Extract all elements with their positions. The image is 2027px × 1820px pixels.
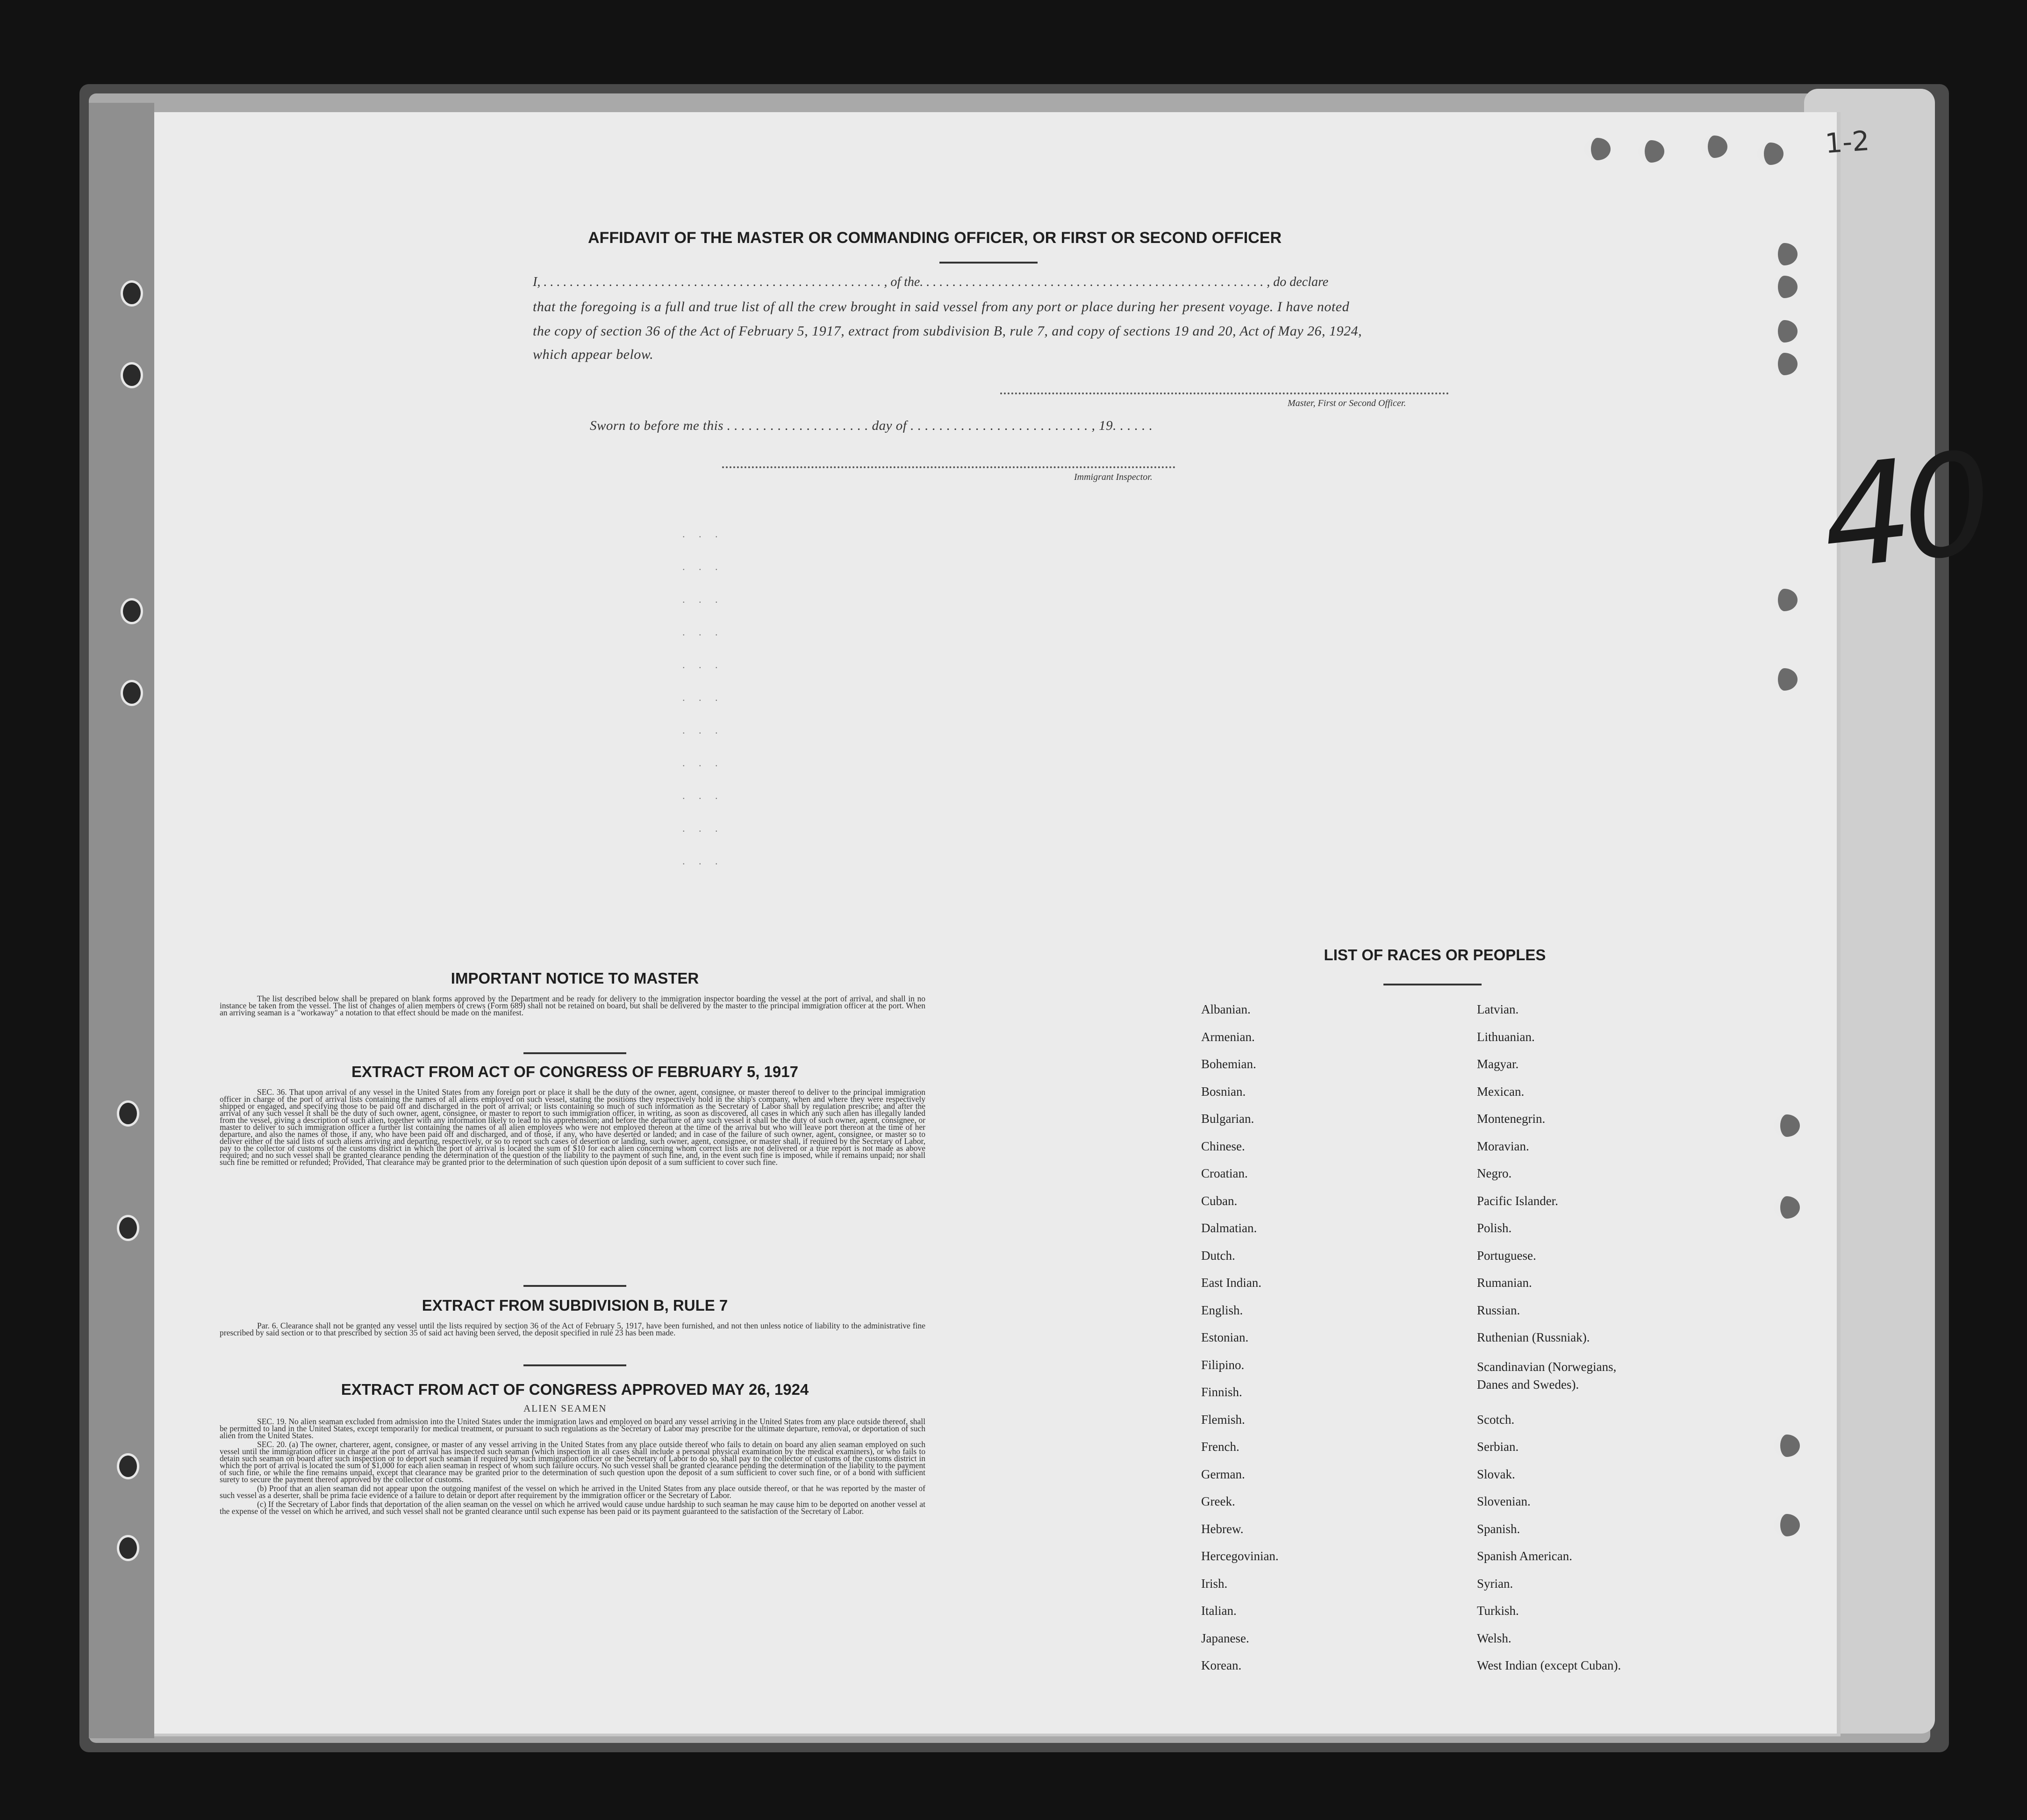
race-item-left: Albanian. (1201, 1002, 1251, 1016)
section-divider (523, 1285, 626, 1287)
faint-dots: . . . (682, 757, 723, 769)
affidavit-line-1: I, . . . . . . . . . . . . . . . . . . . . . . . . . . . . . . . . . . . . . . . . . . . . . . . . . . . . , of the. . . . . . . . . . . . . . . . . . . . . . . . . . . . . . . . . . . . . . . . . . . . . . . . . . . . . , do declare (533, 275, 1329, 289)
races-title: LIST OF RACES OR PEOPLES (1324, 946, 1546, 964)
race-item-left: Dalmatian. (1201, 1221, 1257, 1235)
race-item-right: Welsh. (1477, 1631, 1511, 1645)
race-item-right: West Indian (except Cuban). (1477, 1658, 1621, 1672)
handwritten-reference: 1-2 (1824, 124, 1870, 160)
faint-dots: . . . (682, 593, 723, 605)
punch-hole-icon (1701, 136, 1727, 158)
affidavit-line-3: the copy of section 36 of the Act of February 5, 1917, extract from subdivision B, rule 7, and copy of sections 19 and 20, Act of May 26, 1924, (533, 323, 1362, 339)
faint-dots: . . . (682, 528, 723, 540)
title-divider (939, 262, 1038, 264)
extract-rule7-text: Par. 6. Clearance shall not be granted any vessel until the lists required by section 36 of the Act of February 5, 1917, have been furnished, and not then unless notice of liability to the administrative fine prescribed by said section or to that prescribed by section 35 of said act having been served, the deposit specified in rule 23 has been made. (220, 1321, 925, 1337)
punch-hole-icon (1771, 276, 1798, 298)
punch-hole-icon (1771, 243, 1798, 265)
binder-hole-icon (121, 598, 143, 624)
extract-1924-subtitle: ALIEN SEAMEN (523, 1403, 607, 1414)
punch-hole-icon (1771, 353, 1798, 375)
race-item-left: Chinese. (1201, 1139, 1245, 1153)
race-item-right: Serbian. (1477, 1440, 1519, 1454)
faint-dots: . . . (682, 659, 723, 671)
binder-hole-icon (121, 280, 143, 307)
binder-hole-icon (121, 362, 143, 388)
extract-1924-paragraph: SEC. 20. (a) The owner, charterer, agent, consignee, or master of any vessel arriving in the United States from any place outside thereof who fails to detain on board any alien seaman employed on such vessel until the immigration officer in charge at the port of arrival has inspected such seaman (which inspection in all cases shall include a personal physical examination by the medical examiners), or who fails to detain such seaman on board after such inspection or to deport such seaman if required by such immigration officer or the Secretary of Labor to do so, shall pay to the collector of customs of the customs district in which the port of arrival is located the sum of $1,000 for each alien seaman in respect of whom such failure occurs. No such vessel shall be granted clearance pending the determination of the liability to the payment of such fine, or while the fine remains unpaid, except that clearance may be granted prior to the determination of such question upon the deposit of a sum sufficient to cover such fine, or of a bond with sufficient surety to secure the payment thereof approved by the collector of customs. (220, 1440, 925, 1484)
section-divider (523, 1052, 626, 1054)
faint-dots: . . . (682, 561, 723, 572)
faint-dots: . . . (682, 692, 723, 703)
race-item-right: Slovenian. (1477, 1494, 1531, 1508)
affidavit-line-2: that the foregoing is a full and true list of all the crew brought in said vessel from any port or place during her present voyage. I have noted (533, 299, 1350, 314)
race-item-left: German. (1201, 1467, 1245, 1481)
race-item-right: Spanish. (1477, 1521, 1520, 1536)
extract-1924-text (220, 1418, 925, 1517)
punch-hole-icon (1584, 138, 1611, 160)
race-item-left: Bulgarian. (1201, 1112, 1254, 1126)
race-item-right: Moravian. (1477, 1139, 1529, 1153)
section-divider (523, 1364, 626, 1366)
extract-1924-paragraph: SEC. 19. No alien seaman excluded from admission into the United States under the immigration laws and employed on board any vessel arriving in the United States from any place outside thereof, shall be permitted to land in the United States, except temporarily for medical treatment, or pursuant to such regulations as the Secretary of Labor may prescribe for the ultimate departure, removal, or deportation of such alien from the United States. (220, 1417, 925, 1440)
race-item-left: Irish. (1201, 1576, 1228, 1591)
race-item-right: Turkish. (1477, 1604, 1519, 1618)
faint-dots: . . . (682, 626, 723, 638)
master-signature-line[interactable] (1000, 393, 1449, 394)
race-item-left: Filipino. (1201, 1357, 1245, 1372)
race-item-left: Flemish. (1201, 1412, 1245, 1427)
race-item-left: Estonian. (1201, 1330, 1249, 1344)
extract-1917-text: SEC. 36. That upon arrival of any vessel in the United States from any foreign port or place it shall be the duty of the owner, agent, consignee, or master thereof to deliver to the principal immigration officer in charge of the port of arrival lists containing the names of all aliens employed on such vessel, stating the positions they respectively hold in the ship's company, when and where they were respectively shipped or engaged, and specifying those to be paid off and discharged in the port of arrival; or lists containing so much of such information as the Secretary of Labor shall by regulation prescribe; and after the arrival of any such vessel it shall be the duty of such owner, agent, consignee, or master to report to such immigration officer, in writing, as soon as discovered, all cases in which any such alien has illegally landed from the vessel, giving a description of such alien, together with any information likely to lead to his apprehension; and before the departure of any such vessel it shall be the duty of such owner, agent, consignee, or master to deliver to such immigration officer a further list containing the names of all alien employees who were not employed thereon at the time of the arrival but who will leave port thereon at the time of her departure, and also the names of those, if any, who have been paid off and discharged, and of those, if any, who have deserted or landed; and in case of the failure of such owner, agent, consignee, or master so to deliver either of the said lists of such aliens arriving and departing, respectively, or so to report such cases of desertion or landing, such owner, agent, consignee, or master shall, if required by the Secretary of Labor, pay to the collector of customs of the customs district in which the port of arrival is located the sum of $10 for each alien concerning whom correct lists are not delivered or a true report is not made as above required; and no such vessel shall be granted clearance pending the determination of the question of the liability to the payment of such fine, and, in the event such fine is imposed, while it remains unpaid; nor shall such fine be remitted or refunded; Provided, That clearance may be granted prior to the determination of such question upon deposit of a sum sufficient to cover such fine. (220, 1087, 925, 1167)
punch-hole-icon (1757, 143, 1783, 165)
binder-hole-icon (121, 680, 143, 706)
race-item-right: Polish. (1477, 1221, 1512, 1235)
race-item-right: Ruthenian (Russniak). (1477, 1330, 1590, 1344)
race-item-right: Syrian. (1477, 1576, 1513, 1591)
race-item-right: Slovak. (1477, 1467, 1515, 1481)
punch-hole-icon (1774, 1114, 1800, 1137)
master-caption: Master, First or Second Officer. (1288, 398, 1406, 408)
notice-title: IMPORTANT NOTICE TO MASTER (451, 970, 699, 987)
extract-1917-title: EXTRACT FROM ACT OF CONGRESS OF FEBRUARY 5, 1917 (351, 1063, 798, 1080)
inspector-caption: Immigrant Inspector. (1074, 472, 1153, 482)
race-item-left: Italian. (1201, 1604, 1237, 1618)
faint-dots: . . . (682, 855, 723, 867)
punch-hole-icon (1774, 1196, 1800, 1219)
race-item-right: Spanish American. (1477, 1549, 1572, 1563)
binder-hole-icon (117, 1215, 139, 1241)
race-item-left: Dutch. (1201, 1248, 1235, 1263)
race-item-left: Armenian. (1201, 1029, 1255, 1044)
faint-dots: . . . (682, 822, 723, 834)
inspector-signature-line[interactable] (722, 466, 1175, 468)
punch-hole-icon (1771, 668, 1798, 691)
race-item-left: Hebrew. (1201, 1521, 1244, 1536)
extract-rule7-title: EXTRACT FROM SUBDIVISION B, RULE 7 (422, 1297, 728, 1314)
race-item-left: French. (1201, 1440, 1239, 1454)
race-item-left: Hercegovinian. (1201, 1549, 1279, 1563)
race-item-right: Scotch. (1477, 1412, 1515, 1427)
punch-hole-icon (1771, 589, 1798, 611)
extract-1924-paragraph: (c) If the Secretary of Labor finds that deportation of the alien seaman on the vessel on which he arrived would cause undue hardship to such seaman he may cause him to be deported on another vessel at the expense of the vessel on which he arrived, and such vessel shall not be granted clearance until such expense has been paid or its payment guaranteed to the satisfaction of the Secretary of Labor. (220, 1499, 925, 1516)
affidavit-line-4: which appear below. (533, 347, 654, 362)
race-item-right: Portuguese. (1477, 1248, 1536, 1263)
races-divider (1383, 984, 1482, 985)
race-item-right: Magyar. (1477, 1057, 1519, 1071)
race-item-left: Cuban. (1201, 1193, 1238, 1208)
race-item-right: Negro. (1477, 1166, 1512, 1180)
notice-text: The list described below shall be prepared on blank forms approved by the Department and be ready for delivery to the immigration inspector boarding the vessel at the port of arrival, and shall in no instance be taken from the vessel. The list of changes of alien members of crews (Form 689) shall not be retained on board, but shall be delivered by the master to the principal immigration officer at the port. When an arriving seaman is a "workaway" a notation to that effect should be made on the manifest. (220, 994, 925, 1017)
race-item-left: Croatian. (1201, 1166, 1248, 1180)
race-item-right: Lithuanian. (1477, 1029, 1535, 1044)
race-item-right: Rumanian. (1477, 1276, 1532, 1290)
race-item-left: Greek. (1201, 1494, 1235, 1508)
race-item-right: Russian. (1477, 1303, 1520, 1317)
race-item-left: English. (1201, 1303, 1243, 1317)
race-item-left: Japanese. (1201, 1631, 1249, 1645)
race-item-right: Latvian. (1477, 1002, 1519, 1016)
punch-hole-icon (1771, 320, 1798, 343)
extract-1924-title: EXTRACT FROM ACT OF CONGRESS APPROVED MAY 26, 1924 (341, 1381, 809, 1398)
affidavit-title: AFFIDAVIT OF THE MASTER OR COMMANDING OFFICER, OR FIRST OR SECOND OFFICER (588, 229, 1282, 247)
sworn-line: Sworn to before me this . . . . . . . . . . . . . . . . . . . . day of . . . . . . . . . . . . . . . . . . . . . . . . . , 19. . . . . . (590, 418, 1153, 433)
binder-hole-icon (117, 1535, 139, 1561)
punch-hole-icon (1774, 1435, 1800, 1457)
faint-dots: . . . (682, 790, 723, 801)
race-item-right: Pacific Islander. (1477, 1193, 1558, 1208)
race-item-right: Mexican. (1477, 1084, 1525, 1099)
binder-hole-icon (117, 1100, 139, 1127)
extract-1924-paragraph: (b) Proof that an alien seaman did not appear upon the outgoing manifest of the vessel on which he arrived in the United States from any place outside thereof, or that he was reported by the master of such vessel as a deserter, shall be prima facie evidence of a failure to detain or deport after requirement by the immigration officer or the Secretary of Labor. (220, 1484, 925, 1500)
race-item-left: East Indian. (1201, 1276, 1261, 1290)
race-item-left: Finnish. (1201, 1385, 1242, 1399)
binding-margin (89, 103, 154, 1738)
faint-dots: . . . (682, 724, 723, 736)
race-item-left: Korean. (1201, 1658, 1242, 1672)
race-item-left: Bohemian. (1201, 1057, 1256, 1071)
handwritten-number: 40 (1814, 422, 1991, 601)
punch-hole-icon (1638, 140, 1664, 163)
binder-hole-icon (117, 1453, 139, 1479)
race-item-right: Scandinavian (Norwegians, Danes and Swedes). (1477, 1359, 1617, 1392)
punch-hole-icon (1774, 1514, 1800, 1536)
race-item-right: Montenegrin. (1477, 1112, 1546, 1126)
race-item-left: Bosnian. (1201, 1084, 1246, 1099)
